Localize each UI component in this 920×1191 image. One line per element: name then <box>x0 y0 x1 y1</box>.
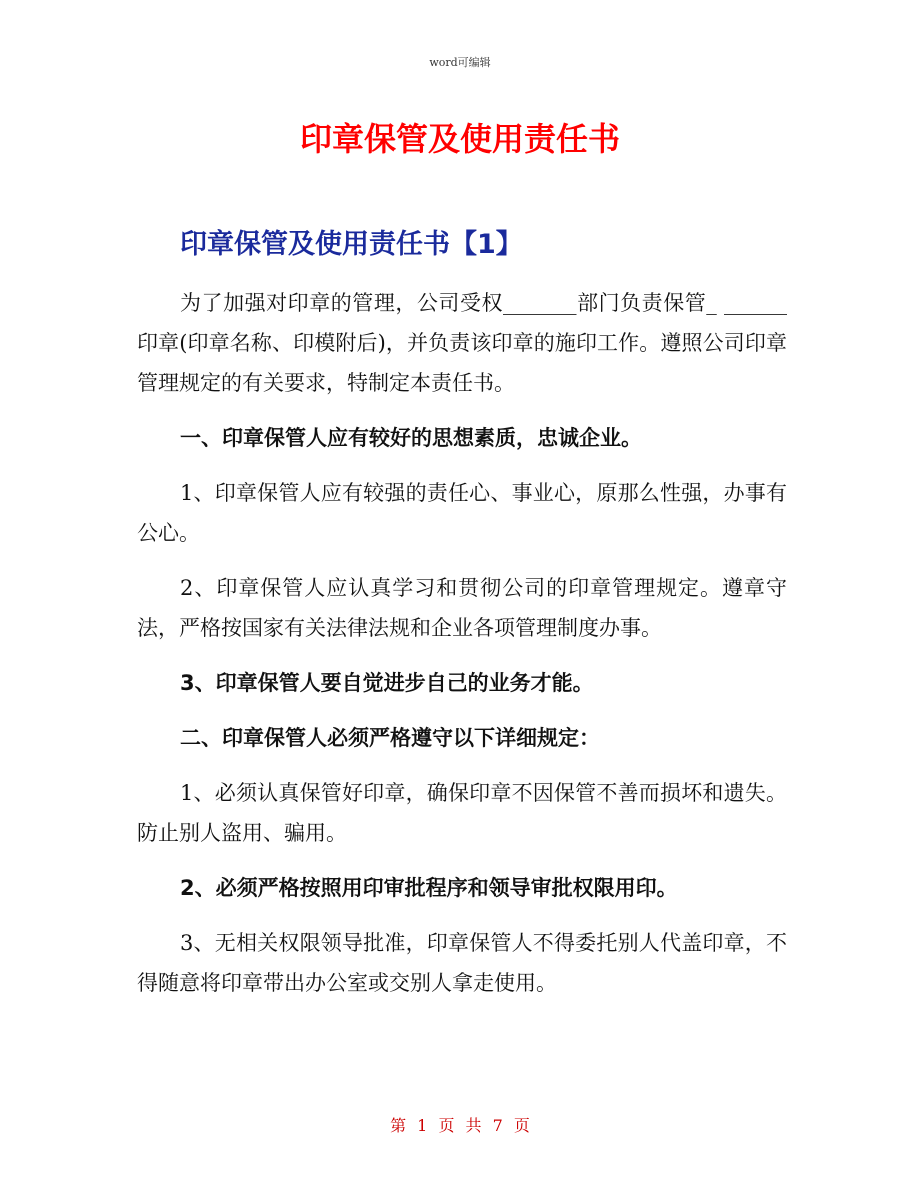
paragraph-1-2: 2、印章保管人应认真学习和贯彻公司的印章管理规定。遵章守法，严格按国家有关法律法规和企业各项管理制度办事。 <box>137 576 787 640</box>
page-footer: 第 1 页 共 7 页 <box>390 1116 530 1135</box>
header-note: word可编辑 <box>429 56 491 69</box>
paragraph-1-3: 3、印章保管人要自觉进步自己的业务才能。 <box>180 671 594 695</box>
paragraph-2-3: 3、无相关权限领导批准，印章保管人不得委托别人代盖印章，不得随意将印章带出办公室或交别人拿走使用。 <box>137 931 787 995</box>
document-title: 印章保管及使用责任书 <box>299 120 620 158</box>
paragraph-2-2: 2、必须严格按照用印审批程序和领导审批权限用印。 <box>180 876 678 900</box>
paragraph-2-1: 1、必须认真保管好印章，确保印章不因保管不善而损坏和遗失。防止别人盗用、骗用。 <box>137 781 787 845</box>
paragraph-1-1: 1、印章保管人应有较强的责任心、事业心，原那么性强，办事有公心。 <box>137 481 787 545</box>
heading-one: 一、印章保管人应有较好的思想素质，忠诚企业。 <box>180 426 642 450</box>
document-body <box>137 283 787 1018</box>
paragraph-intro: 为了加强对印章的管理，公司受权_______部门负责保管_ ______印章(印章名称、印模附后)，并负责该印章的施印工作。遵照公司印章管理规定的有关要求，特制定本责任书。 <box>137 291 787 395</box>
section-title: 印章保管及使用责任书【1】 <box>180 229 523 260</box>
heading-two: 二、印章保管人必须严格遵守以下详细规定： <box>180 726 600 750</box>
